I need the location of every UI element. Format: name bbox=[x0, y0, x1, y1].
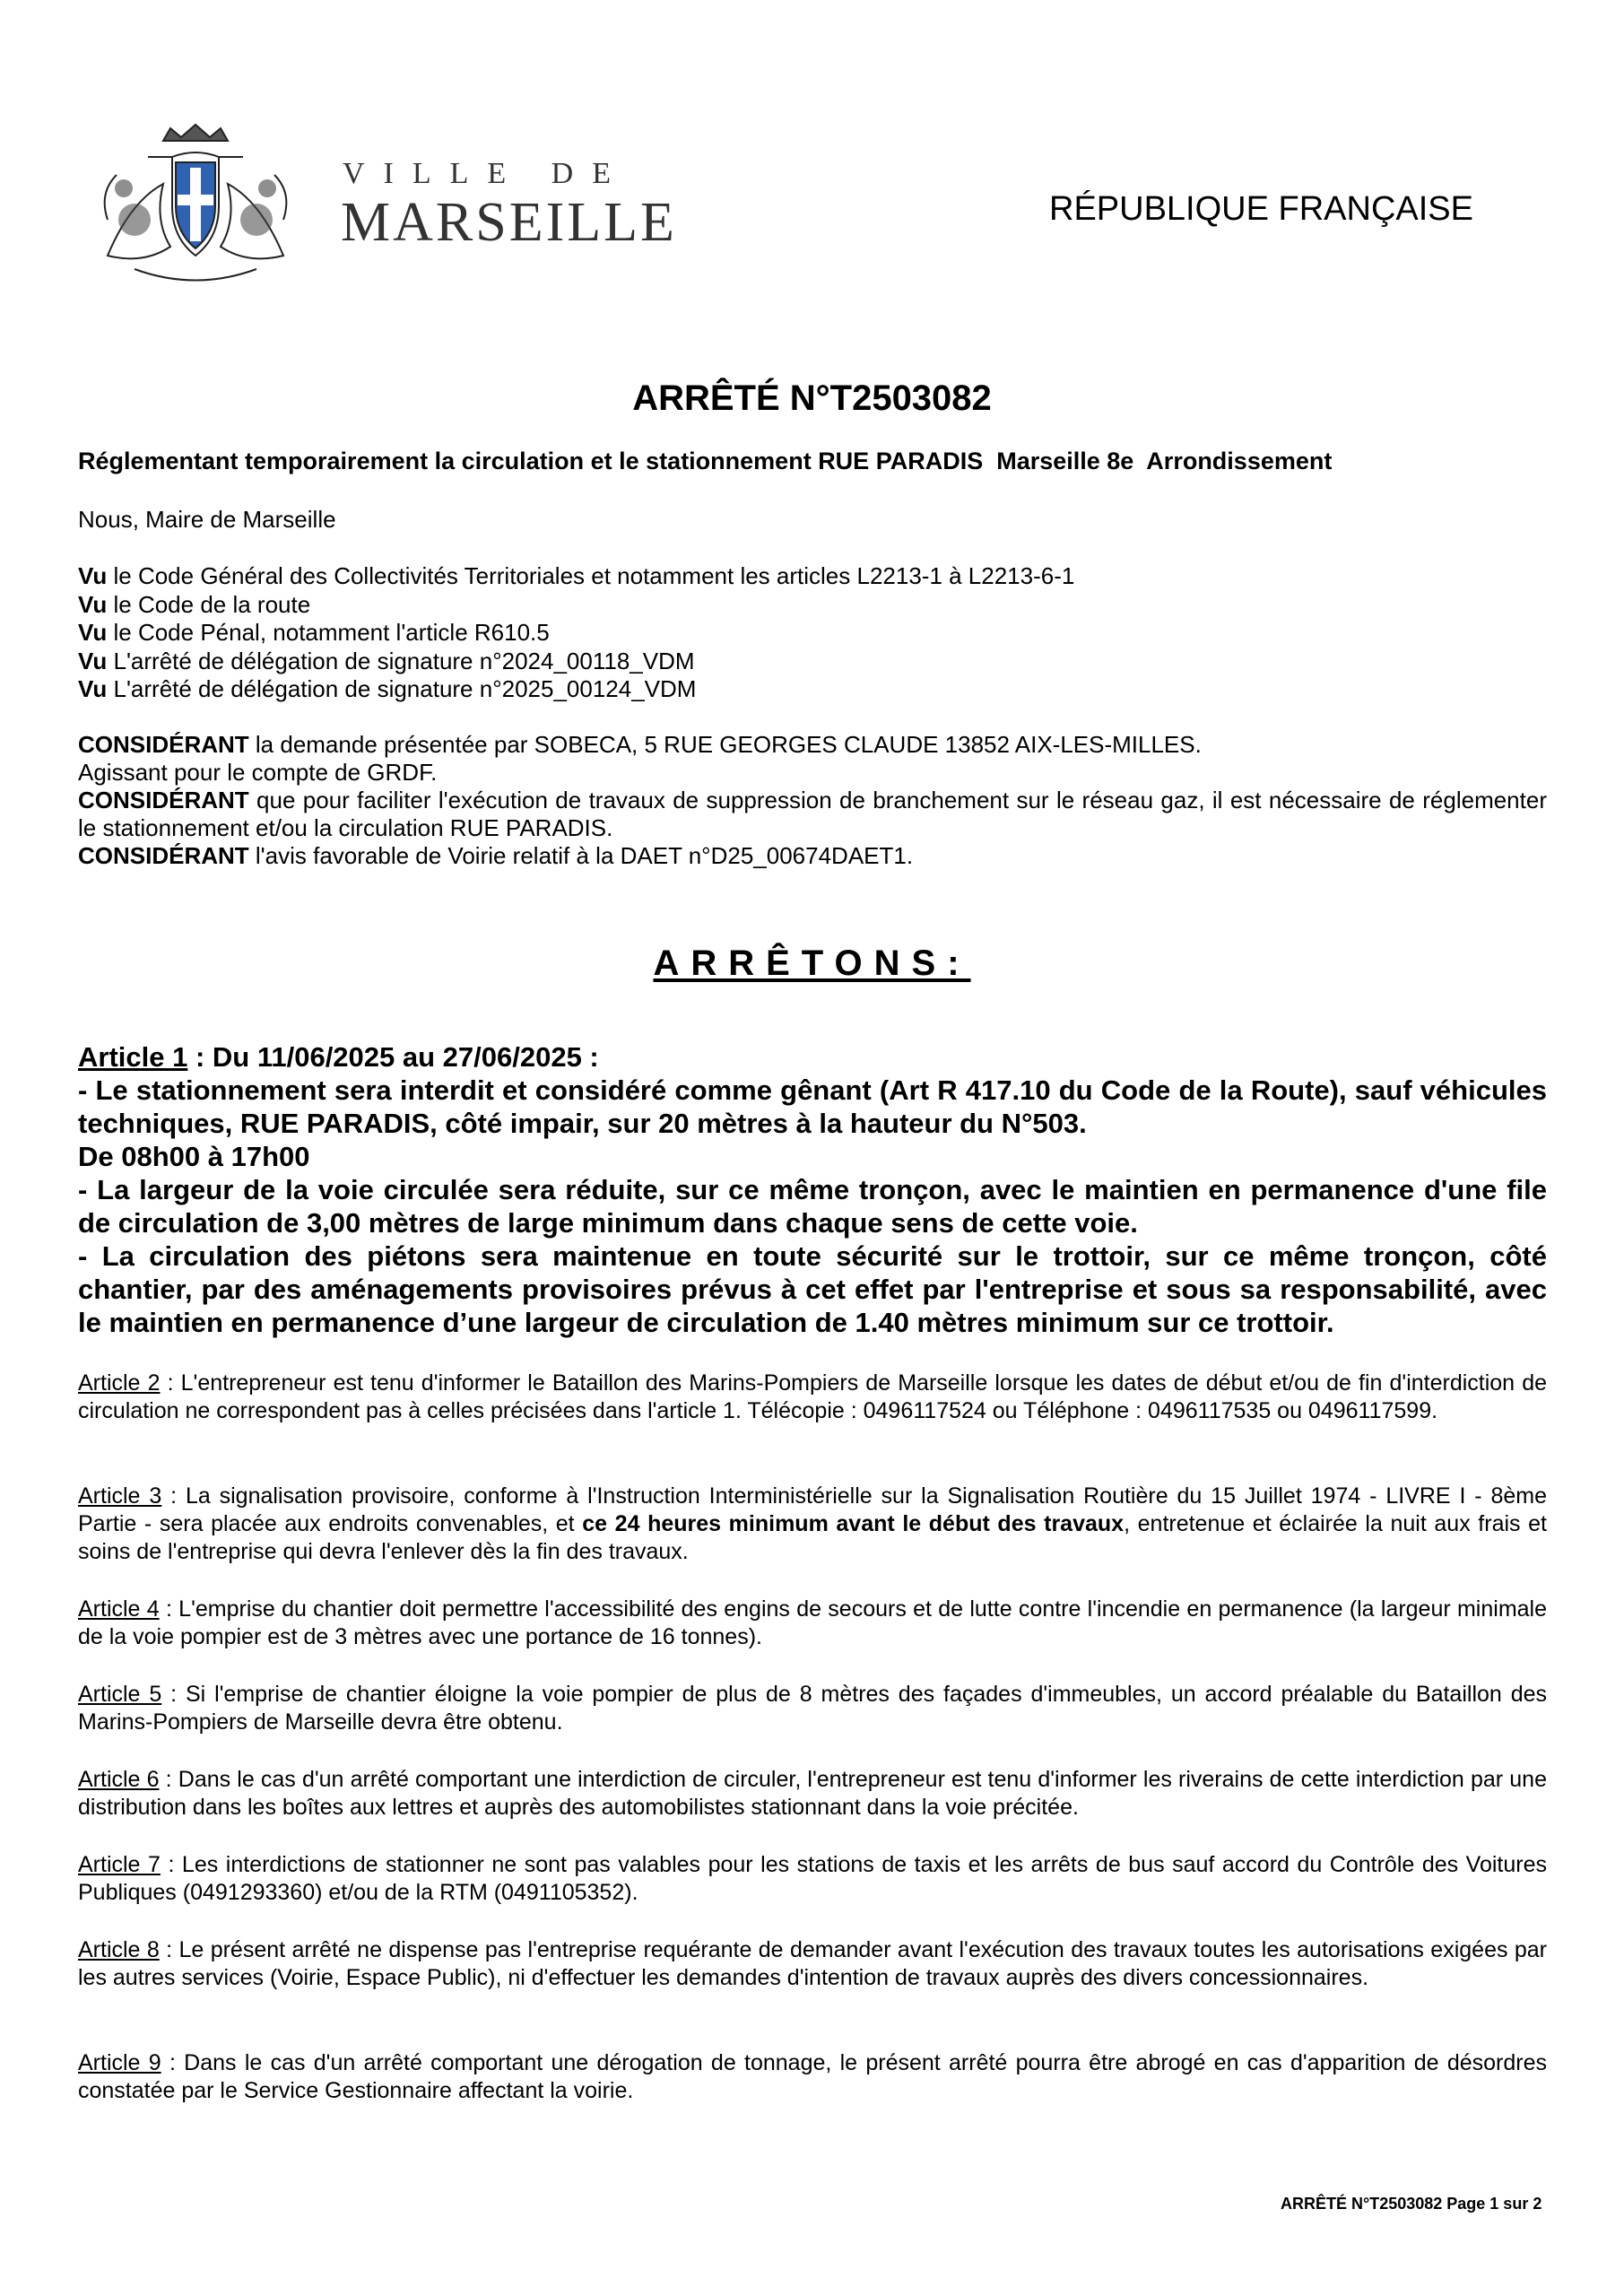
article-label: Article 3 bbox=[78, 1483, 162, 1509]
vu-text: le Code de la route bbox=[107, 590, 311, 618]
vu-text: L'arrêté de délégation de signature n°2025_00124_VDM bbox=[107, 675, 697, 702]
article-label: Article 4 bbox=[78, 1596, 160, 1622]
page-title: ARRÊTÉ N°T2503082 bbox=[632, 378, 992, 418]
article-bold-text: ce 24 heures minimum avant le début des travaux bbox=[582, 1511, 1125, 1536]
considerants bbox=[78, 731, 1547, 870]
considerant-keyword: CONSIDÉRANT bbox=[78, 787, 249, 813]
arretons-text: ARRÊTONS: bbox=[653, 944, 971, 983]
considerant-text: que pour faciliter l'exécution de travaux de suppression de branchement sur le réseau gaz, il est nécessaire de réglementer le stationnement et/ou la circulation RUE PARADIS. bbox=[78, 787, 1547, 841]
article-3 bbox=[78, 1483, 1547, 1566]
considerant-keyword: CONSIDÉRANT bbox=[78, 842, 249, 869]
vu-text: le Code Pénal, notamment l'article R610.5 bbox=[107, 619, 550, 646]
considerant-1-continuation: Agissant pour le compte de GRDF. bbox=[78, 759, 438, 786]
article-1-line: - Le stationnement sera interdit et considéré comme gênant (Art R 417.10 du Code de la Route), sauf véhicules techniques, RUE PARADIS, côté impair, sur 20 mètres à la hauteur du N°503. bbox=[78, 1074, 1547, 1139]
article-text: : L'emprise du chantier doit permettre l'accessibilité des engins de secours et de lutte contre l'incendie en permanence (la largeur minimale de la voie pompier est de 3 mètres avec une portance de 16 tonnes). bbox=[78, 1596, 1547, 1649]
article-1 bbox=[78, 1040, 1547, 1339]
article-1-line: - La circulation des piétons sera maintenue en toute sécurité sur le trottoir, sur ce même tronçon, côté chantier, par des aménagements provisoires prévus à cet effet par l'entreprise et sous sa responsabilité, avec le maintien en permanence d’une largeur de circulation de 1.40 mètres minimum sur ce trottoir. bbox=[78, 1240, 1547, 1338]
vu-item bbox=[78, 675, 1074, 704]
article-text: : Les interdictions de stationner ne sont pas valables pour les stations de taxis et les arrêts de bus sauf accord du Contrôle des Voitures Publiques (0491293360) et/ou de la RTM (0491105352). bbox=[78, 1852, 1547, 1905]
article-text: : La signalisation provisoire, conforme à l'Instruction Interministérielle sur la Signalisation Routière du 15 Juillet 1974 - LIVRE I - 8ème Partie - sera placée aux endroits convenables, et bbox=[78, 1483, 1548, 1536]
ville-de-marseille-logo bbox=[81, 121, 677, 287]
article-7 bbox=[78, 1851, 1547, 1907]
article-text: , entretenue et éclairée la nuit aux frais et soins de l'entreprise qui devra l'enlever dès la fin des travaux. bbox=[78, 1511, 1547, 1564]
vu-keyword: Vu bbox=[78, 619, 108, 646]
arretons-heading bbox=[0, 944, 1624, 984]
article-4 bbox=[78, 1596, 1547, 1651]
subtitle: Réglementant temporairement la circulation et le stationnement RUE PARADIS Marseille 8e Arrondissement bbox=[78, 448, 1333, 474]
logo-ville-de-text: VILLE DE bbox=[343, 157, 630, 190]
vu-item bbox=[78, 591, 1074, 620]
article-5 bbox=[78, 1681, 1547, 1736]
article-label: Article 8 bbox=[78, 1937, 160, 1962]
article-text: : Dans le cas d'un arrêté comportant une dérogation de tonnage, le présent arrêté pourra être abrogé en cas d'apparition de désordres constatée par le Service Gestionnaire affectant la voirie. bbox=[78, 2050, 1547, 2103]
vu-text: L'arrêté de délégation de signature n°2024_00118_VDM bbox=[107, 647, 695, 674]
article-1-line: De 08h00 à 17h00 bbox=[78, 1141, 310, 1172]
intro-text: Nous, Maire de Marseille bbox=[78, 506, 336, 533]
vu-item bbox=[78, 648, 1074, 676]
article-1-head bbox=[78, 1040, 1547, 1074]
article-label: Article 6 bbox=[78, 1767, 160, 1792]
article-1-line: - La largeur de la voie circulée sera réduite, sur ce même tronçon, avec le maintien en permanence d'une file de circulation de 3,00 mètres de large minimum dans chaque sens de cette voie. bbox=[78, 1174, 1547, 1239]
vu-text: le Code Général des Collectivités Territoriales et notamment les articles L2213-1 à L2213-6-1 bbox=[107, 562, 1075, 589]
considerant-1 bbox=[78, 731, 1547, 759]
vu-list bbox=[78, 562, 1074, 704]
vu-keyword: Vu bbox=[78, 647, 108, 674]
article-label: Article 1 bbox=[78, 1041, 188, 1073]
page-footer: ARRÊTÉ N°T2503082 Page 1 sur 2 bbox=[1281, 2195, 1542, 2213]
considerant-text: la demande présentée par SOBECA, 5 RUE GEORGES CLAUDE 13852 AIX-LES-MILLES. bbox=[248, 731, 1202, 758]
article-text: : Le présent arrêté ne dispense pas l'entreprise requérante de demander avant l'exécution des travaux toutes les autorisations exigées par les autres services (Voirie, Espace Public), ni d'effectuer les demandes d'intention de travaux auprès des divers concessionnaires. bbox=[78, 1937, 1547, 1990]
article-6 bbox=[78, 1766, 1547, 1822]
considerant-text: l'avis favorable de Voirie relatif à la DAET n°D25_00674DAET1. bbox=[248, 842, 914, 869]
article-label: Article 2 bbox=[78, 1370, 161, 1396]
logo-marseille-text: MARSEILLE bbox=[341, 192, 677, 253]
article-text: : L'entrepreneur est tenu d'informer le Bataillon des Marins-Pompiers de Marseille lorsque les dates de début et/ou de fin d'interdiction de circulation ne correspondent pas à celles précisées dans l'article 1. Télécopie : 0496117524 ou Téléphone : 0496117535 ou 0496117599. bbox=[78, 1370, 1548, 1423]
considerant-3 bbox=[78, 842, 1547, 870]
republique-francaise: RÉPUBLIQUE FRANÇAISE bbox=[1049, 190, 1473, 228]
article-label: Article 7 bbox=[78, 1852, 161, 1877]
vu-item bbox=[78, 562, 1074, 591]
article-text: : Dans le cas d'un arrêté comportant une interdiction de circuler, l'entrepreneur est tenu d'informer les riverains de cette interdiction par une distribution dans les boîtes aux lettres et auprès des automobilistes stationnant dans la voie précitée. bbox=[78, 1767, 1547, 1820]
article-2 bbox=[78, 1370, 1547, 1425]
considerant-keyword: CONSIDÉRANT bbox=[78, 731, 249, 758]
article-9 bbox=[78, 2049, 1547, 2105]
vu-keyword: Vu bbox=[78, 590, 108, 618]
article-1-dates: : Du 11/06/2025 au 27/06/2025 : bbox=[187, 1041, 599, 1073]
article-label: Article 9 bbox=[78, 2050, 161, 2075]
considerant-2 bbox=[78, 787, 1547, 842]
vu-keyword: Vu bbox=[78, 562, 108, 589]
article-text: : Si l'emprise de chantier éloigne la voie pompier de plus de 8 mètres des façades d'immeubles, un accord préalable du Bataillon des Marins-Pompiers de Marseille devra être obtenu. bbox=[78, 1682, 1547, 1735]
article-label: Article 5 bbox=[78, 1682, 162, 1707]
article-8 bbox=[78, 1936, 1547, 1992]
vu-item bbox=[78, 619, 1074, 648]
vu-keyword: Vu bbox=[78, 675, 108, 702]
